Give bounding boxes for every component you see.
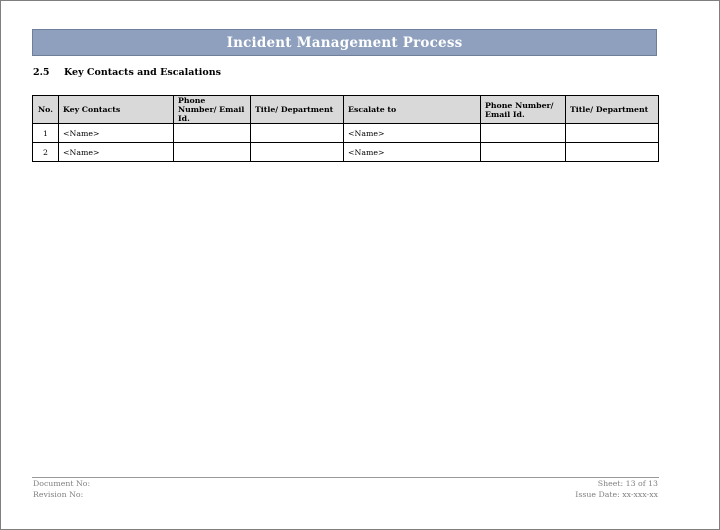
column-header-phone-email: Phone Number/ Email Id. [174,96,251,124]
escalation-phone-email-cell [481,124,566,143]
section-number: 2.5 [33,67,50,78]
title-banner [32,29,657,56]
document-number-label: Document No: [33,479,91,488]
column-header-no: No. [33,96,59,124]
table-row [33,124,659,143]
column-header-escalate-to: Escalate to [344,96,481,124]
section-title: Key Contacts and Escalations [64,67,221,78]
row-number: 1 [33,124,59,143]
footer-divider [32,477,659,478]
footer-right [575,479,658,500]
escalation-title-department-cell [566,143,659,162]
document-title: Incident Management Process [226,34,463,51]
sheet-number: Sheet: 13 of 13 [597,479,658,488]
issue-date: Issue Date: xx-xxx-xx [575,489,658,499]
escalate-to-cell: <Name> [344,143,481,162]
contacts-table [32,95,659,162]
escalation-title-department-cell [566,124,659,143]
section-heading [33,67,221,78]
phone-email-cell [174,143,251,162]
revision-number-label: Revision No: [33,489,84,499]
title-department-cell [251,124,344,143]
escalate-to-cell: <Name> [344,124,481,143]
footer-left [33,479,90,500]
table-row [33,143,659,162]
row-number: 2 [33,143,59,162]
key-contact-cell: <Name> [59,124,174,143]
column-header-title-department: Title/ Department [251,96,344,124]
title-department-cell [251,143,344,162]
escalation-phone-email-cell [481,143,566,162]
column-header-key-contacts: Key Contacts [59,96,174,124]
column-header-escalation-phone-email: Phone Number/ Email Id. [481,96,566,124]
phone-email-cell [174,124,251,143]
column-header-escalation-title-department: Title/ Department [566,96,659,124]
table-header-row [33,96,659,124]
key-contact-cell: <Name> [59,143,174,162]
